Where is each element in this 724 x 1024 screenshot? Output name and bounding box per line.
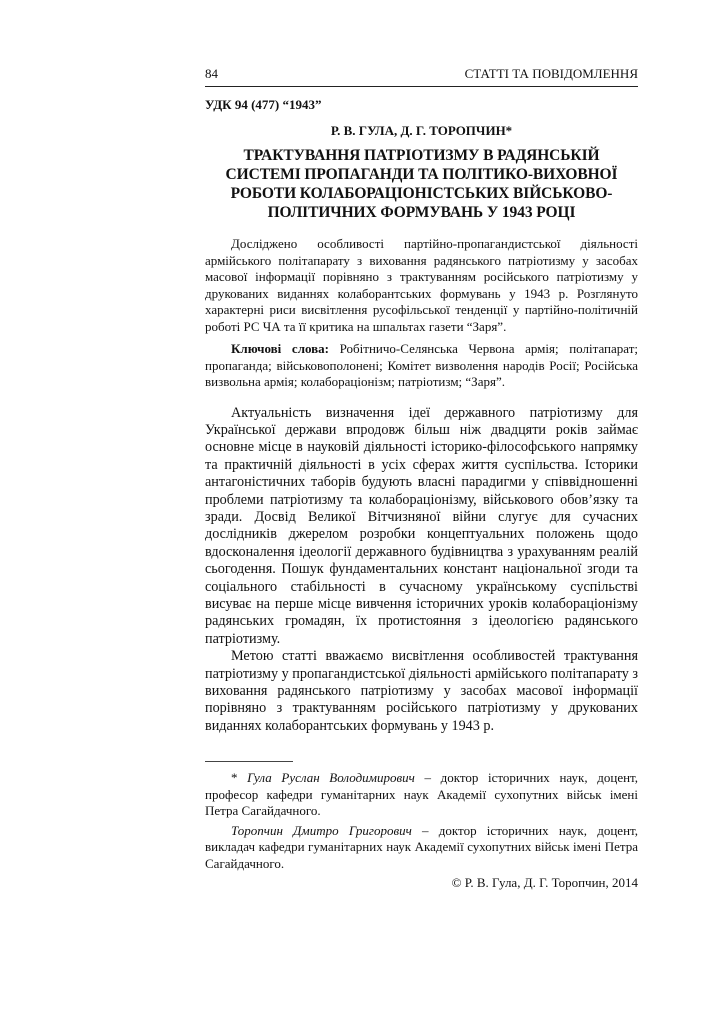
keywords	[205, 341, 638, 391]
footnote-text: – доктор історичних наук, доцент, професор кафедри гуманітарних наук Академії сухопутних військ імені Петра Сагайдачного.	[205, 770, 638, 819]
copyright: © Р. В. Гула, Д. Г. Торопчин, 2014	[451, 875, 638, 891]
body-text	[205, 405, 638, 736]
footnote-name: Гула Руслан Володимирович	[247, 770, 415, 786]
keywords-text: Робітничо-Селянська Червона армія; політапарат; пропаганда; військовополонені; Комітет визволення народів Росії; Російська визвольна армія; колабораціонізм; патріотизм; “Заря”.	[205, 341, 638, 389]
header-rule	[205, 86, 638, 87]
page-number: 84	[205, 66, 218, 81]
abstract: Досліджено особливості партійно-пропагандистської діяльності армійського політапарату з виховання радянського патріотизму у засобах масової інформації порівняно з трактуванням російського патріотизму у друкованих виданнях колаборантських формувань у 1943 р. Розглянуто характерні риси висвітлення русофільської тенденції у партійно-політичній роботі РС ЧА та її критика на шпальтах газети “Заря”.	[205, 236, 638, 334]
footnote-text: – доктор історичних наук, доцент, викладач кафедри гуманітарних наук Академії сухопутних військ імені Петра Сагайдачного.	[205, 822, 638, 871]
footnote-author-1	[205, 770, 638, 820]
body-paragraph: Актуальність визначення ідеї державного патріотизму для Української держави впродовж більш ніж двадцяти років займає основне місце в науковій діяльності історико-філософського напрямку та практичній діяльності в усіх сферах життя суспільства. Історики антагоністичних таборів будують власні парадигми у співвідношенні проблеми патріотизму та колабораціонізму, військового обов’язку та зради. Досвід Великої Вітчизняної війни слугує для сучасних дослідників джерелом розробки концептуальних положень щодо вдосконалення ідеології державного будівництва з урахуванням реалій сьогодення. Пошук фундаментальних констант національної згоди та соціального стабільності в сучасному українському суспільстві висуває на перше місце вивчення історичних уроків колабораціонізму радянських громадян, їх протистояння з ідеологією радянського патріотизму.	[205, 404, 638, 647]
section-title: СТАТТІ ТА ПОВІДОМЛЕННЯ	[464, 66, 638, 81]
body-paragraph: Метою статті вважаємо висвітлення особливостей трактування патріотизму у пропагандистської діяльності армійського політапарату з виховання радянського патріотизму у засобах масової інформації порівняно з трактуванням російського патріотизму у друкованих виданнях колаборантських формувань у 1943 р.	[205, 648, 638, 734]
footnote-marker: *	[231, 770, 248, 786]
keywords-label: Ключові слова:	[231, 341, 330, 356]
article-title: ТРАКТУВАННЯ ПАТРІОТИЗМУ В РАДЯНСЬКІЙ СИСТЕМІ ПРОПАГАНДИ ТА ПОЛІТИКО-ВИХОВНОЇ РОБОТИ КОЛАБОРАЦІОНІСТСЬКИХ ВІЙСЬКОВО-ПОЛІТИЧНИХ ФОРМУВАНЬ У 1943 РОЦІ	[225, 147, 618, 221]
footnote-rule	[205, 761, 293, 762]
authors: Р. В. ГУЛА, Д. Г. ТОРОПЧИН*	[330, 123, 513, 138]
article	[205, 96, 638, 892]
running-header	[205, 66, 638, 82]
footnote-author-2	[205, 823, 638, 873]
footnote-name: Торопчин Дмитро Григорович	[231, 822, 412, 838]
udk-code: УДК 94 (477) “1943”	[205, 97, 322, 112]
